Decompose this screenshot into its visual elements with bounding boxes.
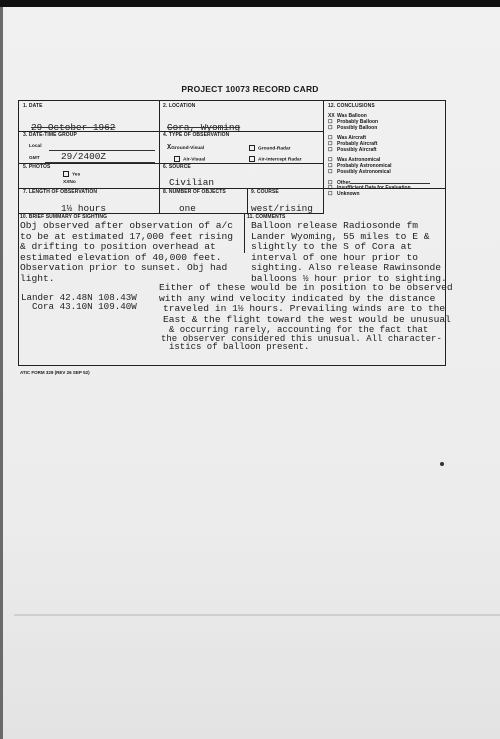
- conclusion-text: Insufficient Data for Evaluation: [337, 185, 411, 191]
- location-label: 2. LOCATION: [163, 103, 196, 109]
- faint-scan-line: [14, 614, 500, 616]
- conclusion-item: [328, 125, 377, 131]
- scan-top-border: [0, 0, 500, 7]
- location-value: Cora, Wyoming: [167, 122, 241, 133]
- conclusion-text: Unknown: [337, 191, 360, 197]
- summary-line: Obj observed after observation of a/c: [20, 220, 234, 231]
- conclusion-mark: ☐: [328, 135, 333, 141]
- summary-line: Observation prior to sunset. Obj had: [20, 262, 228, 273]
- source-label: 6. SOURCE: [163, 164, 191, 170]
- ground-radar-checkbox: [249, 145, 255, 151]
- course-label: 9. COURSE: [251, 189, 279, 195]
- conclusion-mark: ☐: [328, 169, 333, 175]
- conclusion-mark: ☐: [328, 185, 333, 191]
- conclusion-text: Probably Balloon: [337, 119, 379, 125]
- comments-label: 11. COMMENTS: [247, 214, 286, 220]
- comment-continued-line: istics of balloon present.: [169, 342, 310, 352]
- summary-line: estimated elevation of 40,000 feet.: [20, 251, 222, 263]
- ink-speck: [440, 462, 444, 466]
- card-title: PROJECT 10073 RECORD CARD: [181, 84, 319, 94]
- divider-v3: [247, 188, 248, 214]
- datetime-label: 3. DATE-TIME GROUP: [23, 132, 77, 138]
- air-intercept-text: Air-Intercept Radar: [258, 157, 302, 163]
- conclusion-mark: ☐: [328, 119, 333, 125]
- comment-continued-line: & occurring rarely, accounting for the fact that: [169, 325, 429, 335]
- length-value: 1½ hours: [61, 203, 107, 214]
- photos-yes-text: Yes: [72, 172, 81, 178]
- conclusion-text: Possibly Aircraft: [337, 147, 377, 153]
- conclusion-mark: ☐: [328, 180, 333, 186]
- photos-label: 5. PHOTOS: [23, 164, 51, 170]
- gmt-value: 29/2400Z: [61, 151, 107, 162]
- coord-lander: Lander 42.48N 108.43W: [21, 292, 137, 303]
- conclusion-mark: XX: [328, 113, 335, 119]
- course-value: west/rising: [251, 203, 313, 214]
- conclusion-mark: ☐: [328, 157, 333, 163]
- obs-type-label: 4. TYPE OF OBSERVATION: [163, 132, 230, 138]
- date-label: 1. DATE: [23, 103, 43, 109]
- summary-line: to be at estimated 17,000 feet rising: [20, 230, 234, 242]
- photos-no-text: No: [69, 180, 76, 185]
- summary-label: 10. BRIEF SUMMARY OF SIGHTING: [20, 214, 108, 220]
- other-underline: [350, 179, 430, 184]
- conclusion-text: Possibly Balloon: [337, 125, 378, 131]
- conclusion-text: Was Balloon: [337, 113, 367, 119]
- conclusion-text: Other: [337, 180, 351, 186]
- comment-continued-line: the observer considered this unusual. All character-: [161, 333, 442, 344]
- photos-yes-option: [63, 171, 80, 178]
- summary-line: light.: [20, 272, 55, 284]
- record-card: [18, 100, 453, 366]
- conclusion-text: Probably Astronomical: [337, 163, 392, 169]
- comment-line: sighting. Also release Rawinsonde: [251, 262, 441, 273]
- photos-yes-checkbox: [63, 171, 69, 177]
- source-value: Civilian: [169, 177, 215, 188]
- conclusions-label: 12. CONCLUSIONS: [328, 103, 375, 109]
- divider-v1: [159, 101, 160, 213]
- gmt-label: GMT: [29, 156, 40, 161]
- ground-visual-mark: X: [167, 144, 172, 152]
- conclusion-mark: ☐: [328, 163, 333, 169]
- conclusion-text: Possibly Astronomical: [337, 169, 391, 175]
- conclusion-mark: ☐: [328, 191, 333, 197]
- comment-line: Balloon release Radiosonde fm: [251, 220, 418, 231]
- objects-value: one: [179, 203, 196, 214]
- ground-visual-text: Ground-Visual: [171, 146, 205, 151]
- date-value: 29 October 1962: [31, 122, 116, 133]
- conclusion-text: Was Aircraft: [337, 135, 367, 141]
- form-footer: ATIC FORM 329 (REV 26 SEP 52): [20, 370, 90, 375]
- photos-no-mark: XX: [63, 180, 70, 185]
- conclusion-item: [328, 147, 377, 153]
- length-label: 7. LENGTH OF OBSERVATION: [23, 189, 98, 195]
- conclusion-mark: ☐: [328, 147, 333, 153]
- objects-label: 8. NUMBER OF OBJECTS: [163, 189, 226, 195]
- air-visual-checkbox: [174, 156, 180, 162]
- air-intercept-option: [249, 156, 301, 163]
- conclusion-text: Was Astronomical: [337, 157, 381, 163]
- ground-radar-text: Ground-Radar: [258, 146, 291, 152]
- comment-continued-line: East & the flight toward the west would be unusual: [163, 313, 451, 325]
- ground-visual-option: [167, 145, 204, 152]
- ground-radar-option: [249, 145, 291, 152]
- conclusion-mark: ☐: [328, 141, 333, 147]
- conclusion-mark: ☐: [328, 125, 333, 131]
- conclusion-item: [328, 169, 391, 175]
- comment-continued-line: traveled in 1½ hours. Prevailing winds are to the: [163, 303, 446, 314]
- local-label: Local: [29, 144, 42, 149]
- divider-v4: [244, 213, 245, 253]
- comment-line: interval of one hour prior to: [251, 251, 418, 263]
- gmt-underline: [45, 162, 155, 163]
- comment-line: slightly to the S of Cora at: [251, 241, 413, 252]
- summary-line: & drifting to position overhead at: [20, 241, 216, 252]
- coord-cora: Cora 43.10N 109.40W: [32, 301, 137, 312]
- conclusion-item: [328, 191, 360, 197]
- conclusion-text: Probably Aircraft: [337, 141, 378, 147]
- comment-line: balloons ½ hour prior to sighting.: [251, 272, 447, 284]
- comment-continued-line: with any wind velocity indicated by the distance: [159, 292, 436, 304]
- comment-line: Lander Wyoming, 55 miles to E &: [251, 230, 430, 242]
- air-visual-text: Air-Visual: [183, 157, 206, 163]
- photos-no-option: [63, 180, 76, 186]
- divider-v2: [323, 101, 324, 214]
- air-visual-option: [174, 156, 205, 163]
- comment-continued-line: Either of these would be in position to be observed: [159, 282, 453, 293]
- air-intercept-checkbox: [249, 156, 255, 162]
